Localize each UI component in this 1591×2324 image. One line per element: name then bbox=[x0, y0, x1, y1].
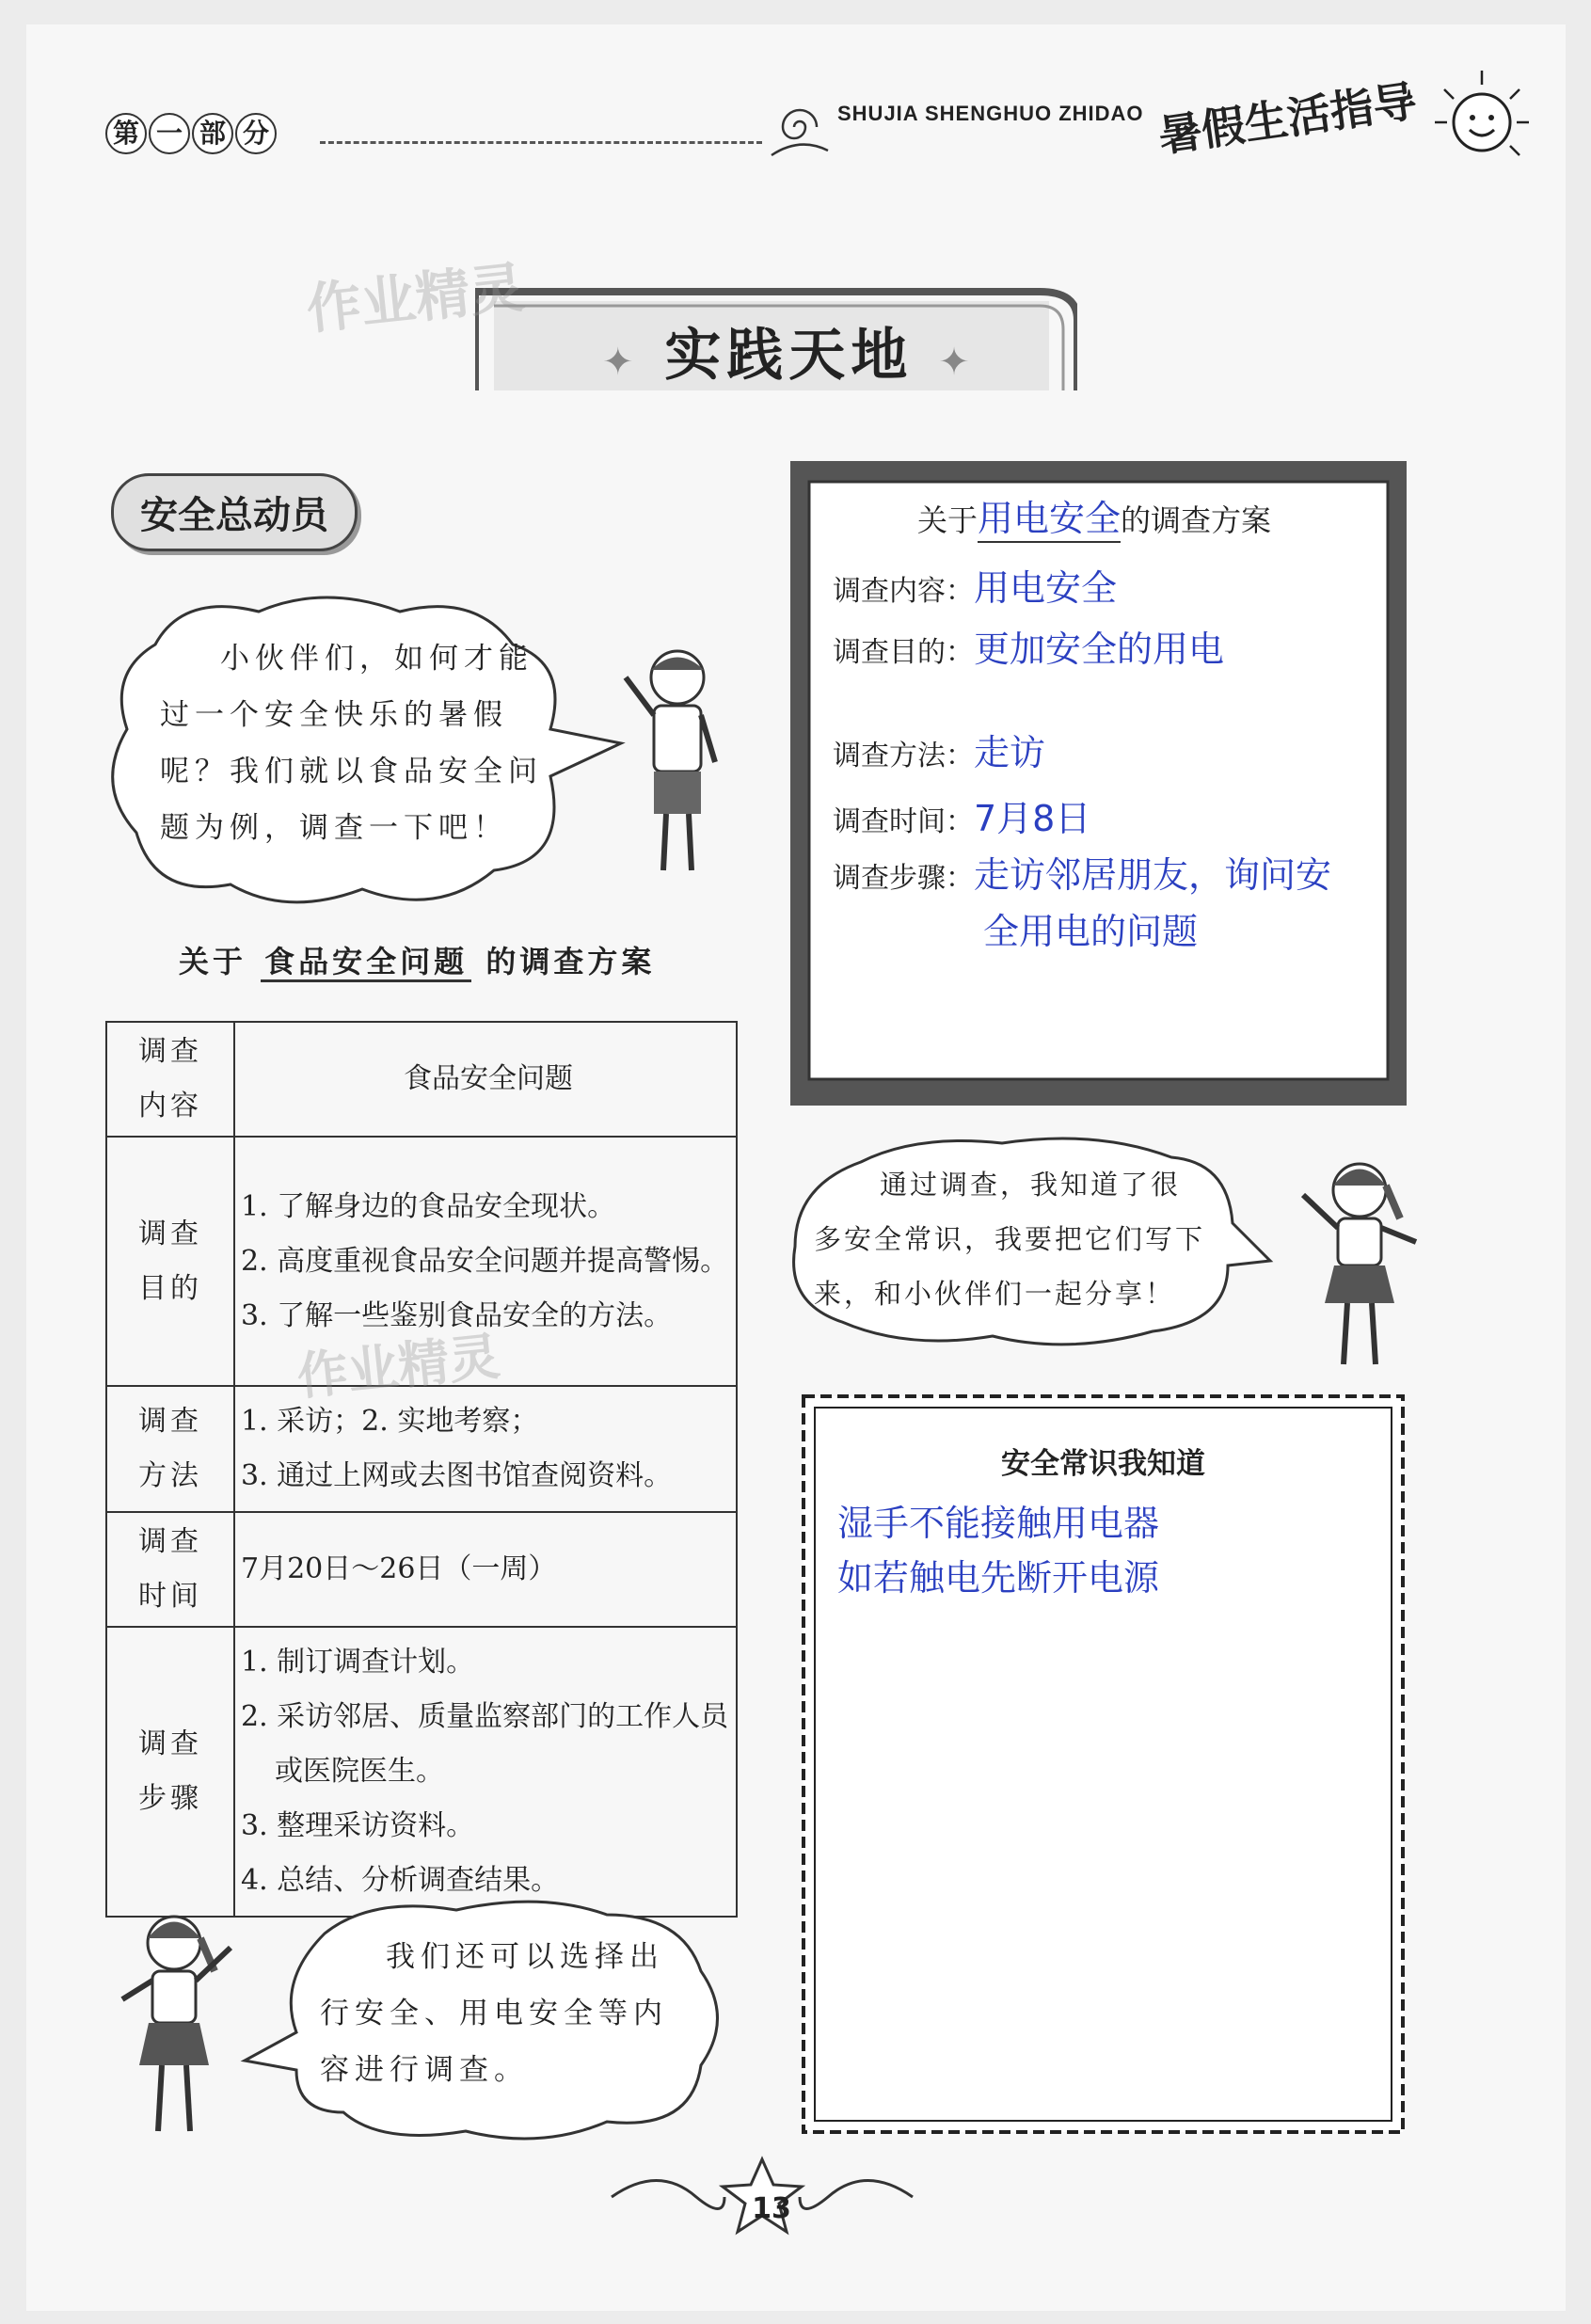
food-plan-table bbox=[105, 1021, 738, 1918]
banner-title bbox=[602, 310, 976, 391]
bubble-line: 通过调查，我知道了很 bbox=[880, 1169, 1182, 1201]
bubble-line: 来，和小伙伴们一起分享！ bbox=[814, 1278, 1176, 1310]
table-row bbox=[106, 1022, 737, 1137]
girl-illustration bbox=[103, 1905, 245, 2150]
bubble-line: 多安全常识，我要把它们写下 bbox=[814, 1223, 1206, 1255]
knowledge-title: 安全常识我知道 bbox=[1001, 1447, 1205, 1481]
girl-bottom-bubble-text bbox=[320, 1929, 696, 2098]
table-row bbox=[106, 1386, 737, 1512]
electric-plan-title bbox=[917, 489, 1271, 543]
section-label: 安全总动员 bbox=[111, 473, 358, 551]
boy-illustration bbox=[612, 640, 734, 884]
field-label: 调查内容： bbox=[833, 575, 974, 608]
field-value: 7月8日 bbox=[974, 798, 1091, 839]
watermark: 作业精灵 bbox=[294, 1326, 503, 1408]
plan-topic: 食品安全问题 bbox=[261, 944, 471, 982]
table-row bbox=[106, 1627, 737, 1917]
header-brand: 暑假生活指导 bbox=[1155, 75, 1420, 162]
knowledge-entry: 湿手不能接触用电器 bbox=[837, 1503, 1160, 1544]
knowledge-entries bbox=[837, 1496, 1159, 1605]
bubble-line: 我们还可以选择出 bbox=[386, 1940, 664, 1974]
field-content bbox=[833, 569, 1117, 611]
electric-plan-frame bbox=[790, 461, 1407, 1106]
row-value-line: 3. 整理采访资料。 bbox=[241, 1809, 475, 1842]
bubble-line: 呢？我们就以食品安全问 bbox=[160, 755, 543, 788]
row-label-line: 调查 bbox=[138, 1727, 202, 1760]
row-value-line: 1. 了解身边的食品安全现状。 bbox=[241, 1189, 616, 1223]
row-label-line: 目的 bbox=[138, 1271, 202, 1305]
row-value-line: 1. 制订调查计划。 bbox=[241, 1646, 475, 1679]
bubble-line: 题为例，调查一下吧！ bbox=[160, 811, 508, 845]
table-row bbox=[106, 1512, 737, 1627]
watermark: 作业精灵 bbox=[303, 255, 528, 342]
row-value-line: 3. 通过上网或去图书馆查阅资料。 bbox=[241, 1459, 673, 1492]
part-char: 一 bbox=[149, 113, 190, 154]
field-purpose bbox=[833, 630, 1224, 672]
field-time bbox=[833, 800, 1090, 841]
field-label: 调查时间： bbox=[833, 805, 974, 838]
row-label-line: 调查 bbox=[138, 1035, 202, 1068]
row-label bbox=[106, 1512, 234, 1627]
bubble-line: 行安全、用电安全等内 bbox=[320, 1997, 668, 2030]
star-icon: ✦ bbox=[602, 341, 640, 384]
field-value-continued: 全用电的问题 bbox=[983, 911, 1199, 952]
row-label-line: 调查 bbox=[138, 1217, 202, 1250]
row-label-line: 内容 bbox=[138, 1090, 202, 1122]
row-label bbox=[106, 1137, 234, 1386]
part-char: 分 bbox=[235, 113, 277, 154]
knowledge-entry: 如若触电先断开电源 bbox=[837, 1557, 1160, 1599]
field-value: 走访邻居朋友，询问安 bbox=[974, 854, 1332, 896]
row-value-line: 2. 高度重视食品安全问题并提高警惕。 bbox=[241, 1244, 729, 1278]
plan-title-suffix: 的调查方案 bbox=[1121, 502, 1272, 538]
row-value-line: 2. 采访邻居、质量监察部门的工作人员或医院医生。 bbox=[241, 1700, 729, 1788]
food-plan-title bbox=[179, 938, 655, 981]
row-value-line: 3. 了解一些鉴别食品安全的方法。 bbox=[241, 1298, 673, 1332]
row-label-line: 调查 bbox=[138, 1405, 202, 1438]
girl-top-bubble-text bbox=[814, 1157, 1256, 1321]
bubble-line: 容进行调查。 bbox=[320, 2053, 529, 2087]
field-steps bbox=[833, 856, 1331, 898]
row-label-line: 方法 bbox=[138, 1459, 202, 1492]
plan-title-suffix: 的调查方案 bbox=[485, 944, 656, 979]
field-label: 调查目的： bbox=[833, 636, 974, 669]
banner-title-text: 实践天地 bbox=[664, 323, 914, 389]
swirl-icon bbox=[767, 89, 833, 165]
row-label bbox=[106, 1627, 234, 1917]
row-value bbox=[234, 1627, 737, 1917]
row-value bbox=[234, 1512, 737, 1627]
smiling-sun-icon bbox=[1430, 66, 1534, 169]
row-value-line: 食品安全问题 bbox=[404, 1062, 573, 1095]
header-divider bbox=[320, 141, 762, 144]
plan-title-prefix: 关于 bbox=[179, 944, 247, 979]
field-label: 调查方法： bbox=[833, 740, 974, 772]
row-label-line: 时间 bbox=[138, 1580, 202, 1613]
field-value: 走访 bbox=[974, 732, 1046, 773]
row-label bbox=[106, 1022, 234, 1137]
girl-illustration bbox=[1289, 1153, 1430, 1378]
page-number: 13 bbox=[752, 2192, 791, 2225]
row-label-line: 步骤 bbox=[138, 1782, 202, 1815]
part-char: 第 bbox=[105, 113, 147, 154]
field-method bbox=[833, 734, 1045, 775]
plan-topic-handwritten: 用电安全 bbox=[978, 489, 1121, 543]
field-value: 用电安全 bbox=[974, 567, 1118, 609]
row-value bbox=[234, 1022, 737, 1137]
row-value-line: 4. 总结、分析调查结果。 bbox=[241, 1864, 560, 1897]
bubble-line: 过一个安全快乐的暑假 bbox=[160, 698, 508, 732]
part-char: 部 bbox=[192, 113, 233, 154]
row-label-line: 调查 bbox=[138, 1525, 202, 1558]
bubble-line: 小伙伴们，如何才能 bbox=[220, 642, 533, 676]
header-pinyin: SHUJIA SHENGHUO ZHIDAO bbox=[837, 102, 1144, 125]
field-label: 调查步骤： bbox=[833, 862, 974, 895]
part-label bbox=[105, 113, 277, 154]
boy-bubble-text bbox=[160, 630, 555, 856]
row-label bbox=[106, 1386, 234, 1512]
plan-title-prefix: 关于 bbox=[917, 502, 978, 538]
row-value-line: 1. 采访；2. 实地考察； bbox=[241, 1405, 539, 1438]
field-value: 更加安全的用电 bbox=[974, 629, 1225, 670]
row-value-line: 7月20日～26日（一周） bbox=[241, 1552, 557, 1585]
star-icon: ✦ bbox=[938, 341, 976, 384]
